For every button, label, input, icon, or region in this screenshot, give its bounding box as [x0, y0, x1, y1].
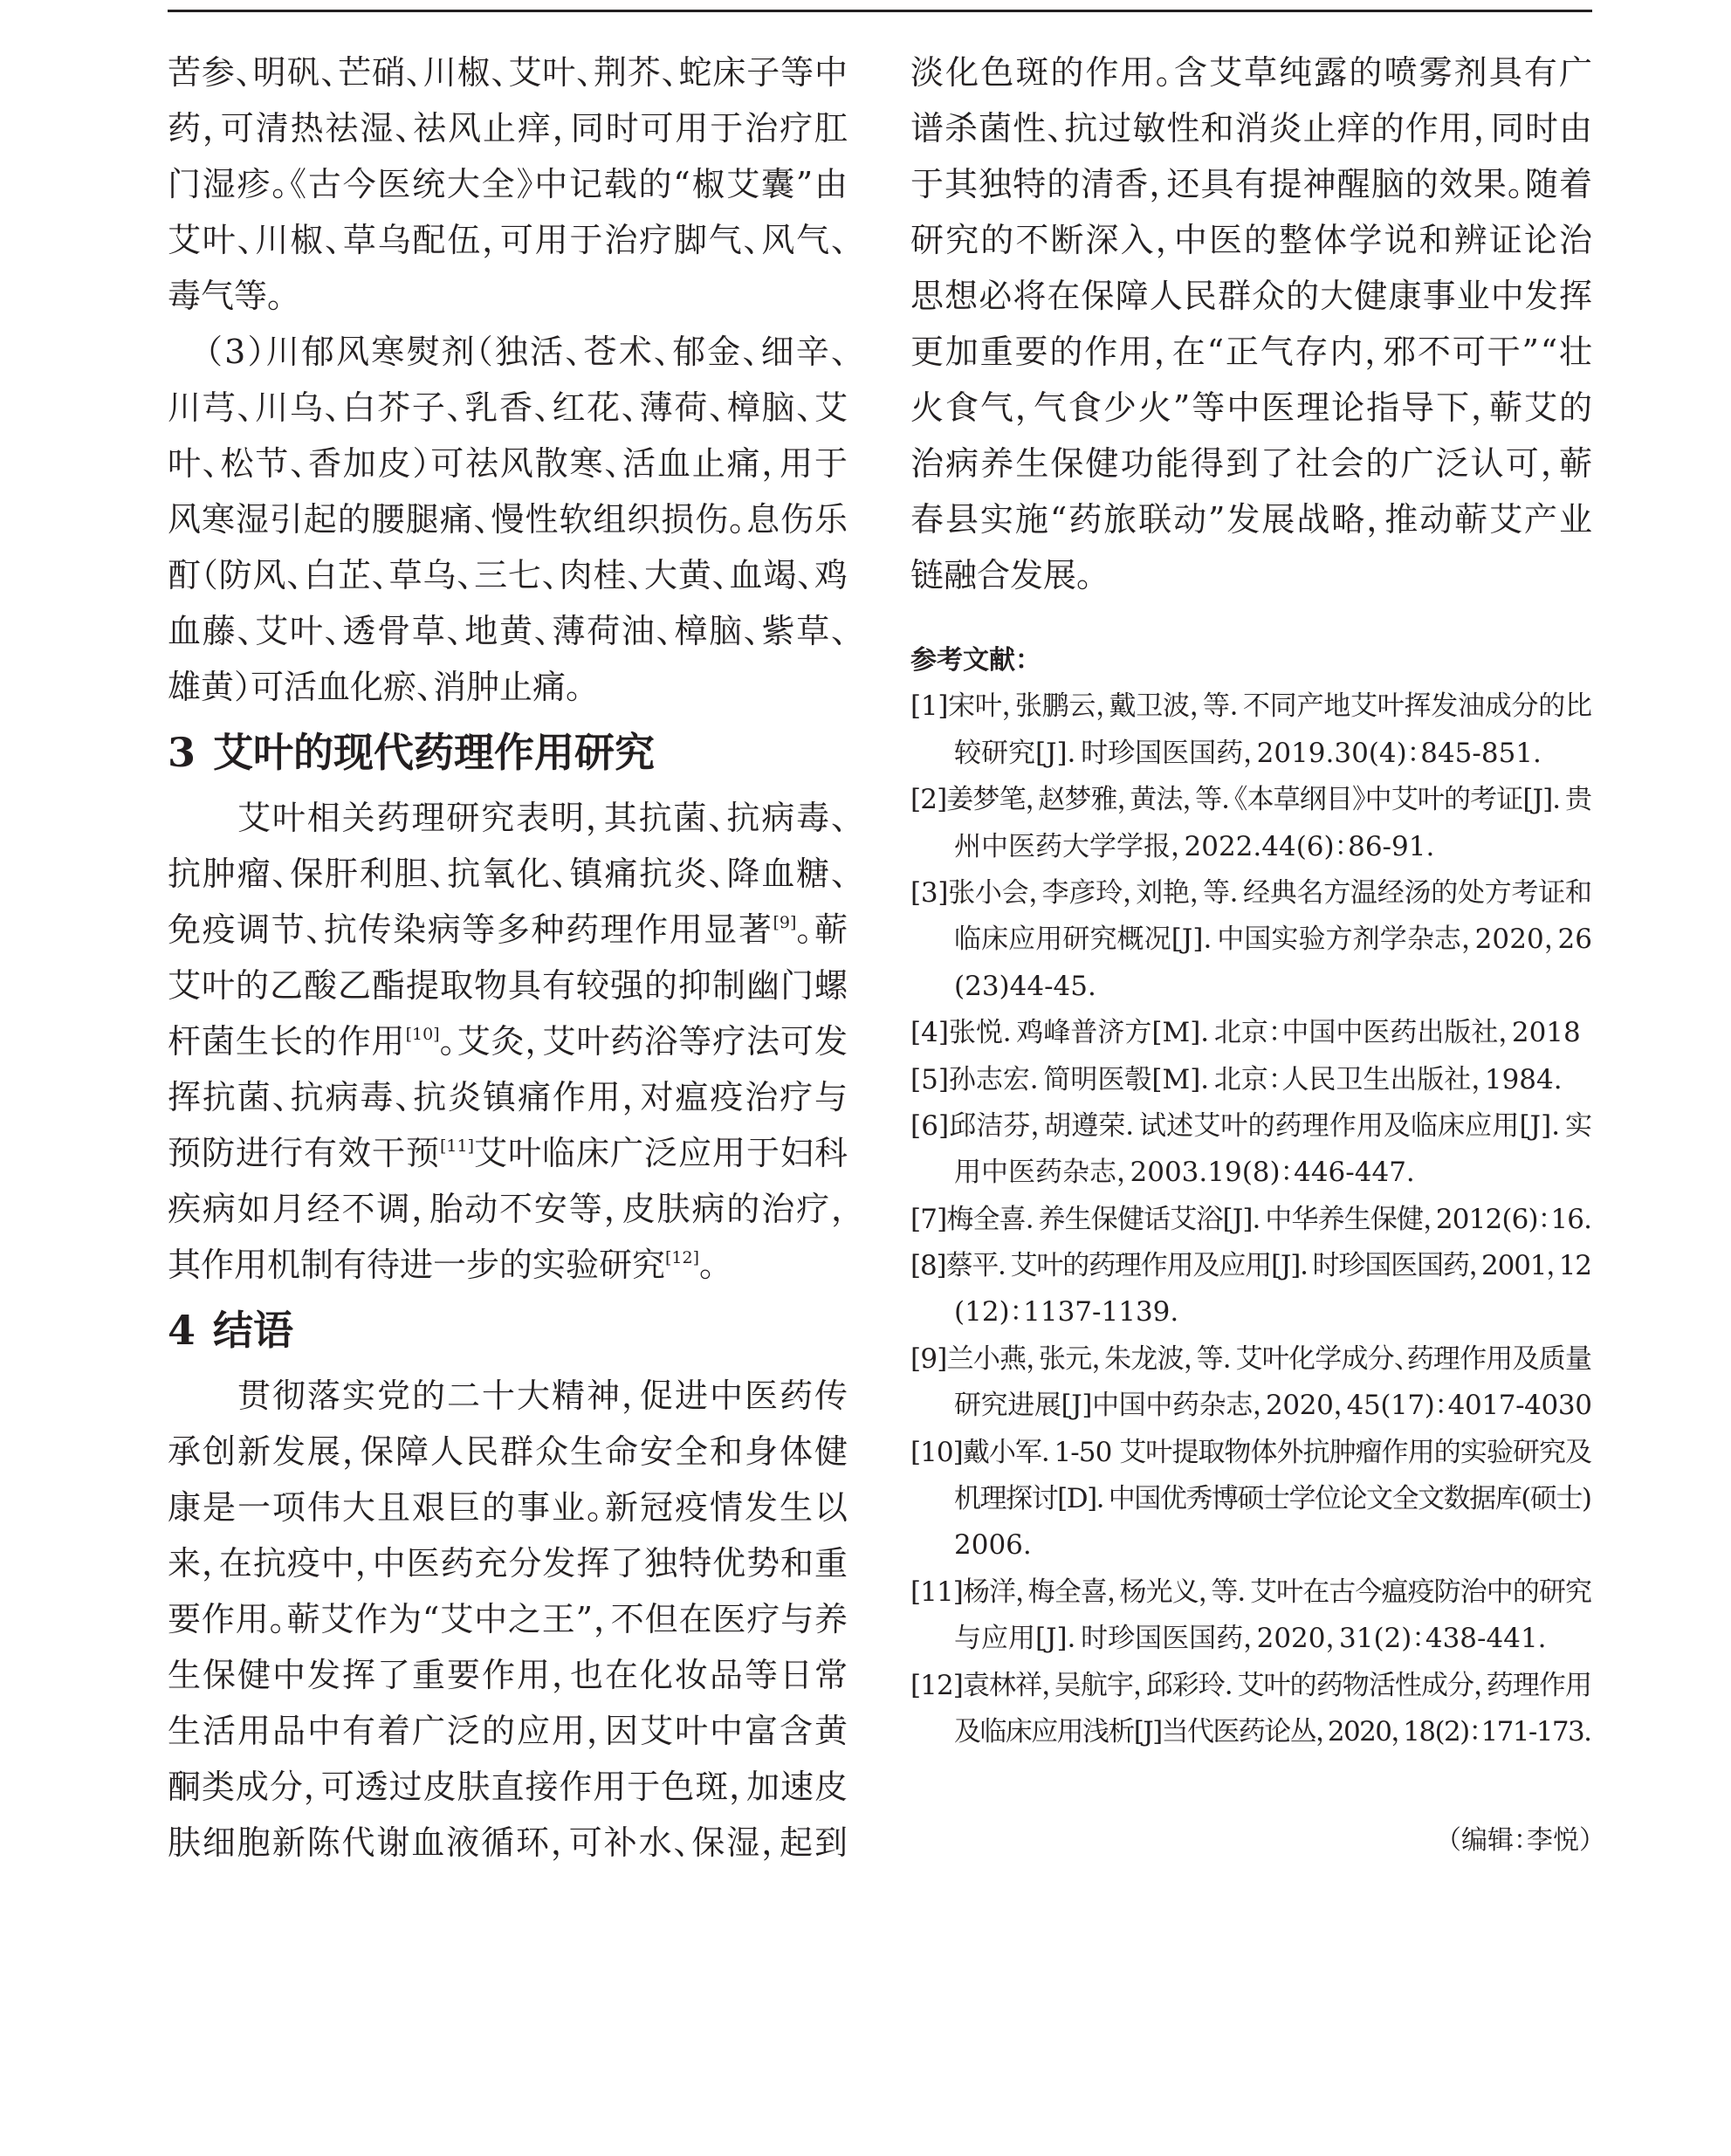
text-line: 治病养生保健功能得到了社会的广泛认可，蕲 — [910, 444, 1595, 483]
text-line: 艾叶相关药理研究表明，其抗菌、抗病毒、 — [237, 799, 849, 837]
text-line: 川芎、川乌、白芥子、乳香、红花、薄荷、樟脑、艾 — [168, 388, 849, 427]
reference-line — [910, 1430, 1592, 1476]
text-line: 毒气等。 — [168, 277, 285, 315]
text-line: 门湿疹。《古今医统大全》中记载的“椒艾囊”由 — [168, 165, 849, 203]
reference-line — [910, 1103, 1592, 1150]
reference-line — [910, 1243, 1592, 1289]
text-line: 承创新发展，保障人民群众生命安全和身体健 — [168, 1432, 849, 1471]
text-segment: 杆菌生长的作用 — [168, 1022, 406, 1061]
text-line: 来，在抗疫中，中医药充分发挥了独特优势和重 — [168, 1544, 848, 1583]
text-line: 艾叶的乙酸乙酯提取物具有较强的抑制幽门螺 — [168, 966, 848, 1005]
reference-item — [910, 1663, 1592, 1756]
text-line: 火食气，气食少火”等中医理论指导下，蕲艾的 — [910, 388, 1594, 427]
left-column — [168, 45, 848, 1871]
text-line: 谱杀菌性、抗过敏性和消炎止痒的作用，同时由 — [910, 109, 1594, 148]
text-line: 艾叶、川椒、草乌配伍，可用于治疗脚气、风气、 — [168, 221, 849, 259]
reference-item — [910, 1243, 1592, 1336]
text-line: 挥抗菌、抗病毒、抗炎镇痛作用，对瘟疫治疗与 — [168, 1078, 849, 1116]
reference-line — [910, 1663, 1592, 1709]
reference-line — [910, 1010, 1592, 1056]
reference-line: 2006. — [954, 1529, 1032, 1562]
paragraph — [168, 1368, 848, 1871]
reference-text: 梅全喜．养生保健话艾浴[J]．中华养生保健，2012(6)：16. — [946, 1203, 1592, 1235]
reference-label: [5] — [910, 1063, 949, 1095]
reference-label: [7] — [910, 1203, 947, 1235]
reference-item — [910, 1197, 1592, 1243]
text-line: 研究的不断深入，中医的整体学说和辨证论治 — [910, 221, 1595, 259]
text-line: 雄黄）可活血化瘀、消肿止痛。 — [168, 668, 583, 706]
reference-line: 研究进展[J]中国中药杂志，2020，45(17)：4017-4030 — [954, 1390, 1592, 1422]
paragraph — [910, 45, 1595, 603]
citation-superscript: [12] — [665, 1247, 700, 1267]
section-heading — [168, 715, 848, 790]
reference-line: 及临床应用浅析[J]当代医药论丛，2020，18(2)：171-173. — [954, 1715, 1591, 1747]
reference-item — [910, 683, 1592, 777]
reference-item — [910, 1057, 1592, 1103]
reference-label: [4] — [910, 1017, 949, 1049]
text-line: 抗肿瘤、保肝利胆、抗氧化、镇痛抗炎、降血糖、 — [168, 855, 849, 893]
reference-label: [11] — [910, 1576, 963, 1608]
text-line: 肤细胞新陈代谢血液循环，可补水、保湿，起到 — [168, 1823, 849, 1862]
text-line: 疾病如月经不调，胎动不安等，皮肤病的治疗， — [168, 1190, 849, 1228]
reference-label: [10] — [910, 1436, 963, 1468]
text-line: 药，可清热祛湿、祛风止痒，同时可用于治疗肛 — [168, 109, 849, 148]
text-line: 苦参、明矾、芒硝、川椒、艾叶、荆芥、蛇床子等中 — [168, 53, 848, 92]
text-segment: 。艾灸，艾叶药浴等疗法可发 — [439, 1022, 848, 1061]
reference-label: [9] — [910, 1342, 947, 1375]
text-line — [168, 1237, 848, 1293]
reference-label: [12] — [910, 1669, 963, 1701]
text-line: （3）川郁风寒熨剂（独活、苍术、郁金、细辛、 — [206, 333, 850, 371]
citation-superscript: [9] — [773, 912, 797, 932]
reference-item — [910, 1103, 1592, 1197]
reference-text: 蔡平．艾叶的药理作用及应用[J]．时珍国医国药，2001，12 — [945, 1250, 1591, 1282]
reference-item — [910, 1569, 1592, 1663]
text-line: 更加重要的作用，在“正气存内，邪不可干”“壮 — [910, 333, 1594, 371]
text-line — [168, 902, 848, 958]
references-heading: 参考文献： — [910, 645, 1041, 676]
citation-superscript: [10] — [405, 1024, 440, 1044]
reference-text: 兰小燕，张元，朱龙波，等．艾叶化学成分、药理作用及质量 — [946, 1342, 1592, 1375]
reference-line — [910, 1197, 1592, 1243]
reference-line — [910, 870, 1592, 917]
reference-line — [910, 1057, 1592, 1103]
reference-line — [910, 683, 1592, 730]
reference-list — [910, 683, 1592, 1755]
text-line: 酊（防风、白芷、草乌、三七、肉桂、大黄、血竭、鸡 — [168, 556, 848, 594]
section-heading — [168, 1293, 848, 1368]
reference-item — [910, 1336, 1592, 1430]
text-segment: 免疫调节、抗传染病等多种药理作用显著 — [168, 910, 773, 949]
reference-line — [910, 1569, 1592, 1616]
text-line: 春县实施“药旅联动”发展战略，推动蕲艾产业 — [910, 500, 1594, 539]
paragraph — [168, 790, 848, 1293]
text-line: 风寒湿引起的腰腿痛、慢性软组织损伤。息伤乐 — [168, 500, 848, 539]
text-line: 康是一项伟大且艰巨的事业。新冠疫情发生以 — [168, 1488, 849, 1527]
text-line: 要作用。蕲艾作为“艾中之王”，不但在医疗与养 — [168, 1600, 848, 1638]
text-segment: 艾叶临床广泛应用于妇科 — [474, 1134, 848, 1172]
reference-line: (12)：1137-1139. — [954, 1296, 1179, 1329]
reference-label: [2] — [910, 784, 947, 816]
text-segment: 。 — [699, 1246, 717, 1284]
text-line: 叶、松节、香加皮）可祛风散寒、活血止痛，用于 — [168, 444, 849, 483]
reference-text: 邱洁芬，胡遵荣．试述艾叶的药理作用及临床应用[J]．实 — [949, 1109, 1593, 1142]
text-line — [168, 1125, 848, 1181]
reference-item — [910, 1010, 1592, 1056]
text-line: 链融合发展。 — [910, 556, 1094, 594]
header-rule — [168, 10, 1592, 12]
reference-item — [910, 1430, 1592, 1569]
text-line: 生活用品中有着广泛的应用，因艾叶中富含黄 — [168, 1712, 849, 1750]
right-column — [910, 45, 1595, 1864]
reference-line: 用中医药杂志，2003.19(8)：446-447. — [954, 1157, 1415, 1189]
reference-item — [910, 870, 1592, 1010]
text-segment: 。蕲 — [796, 910, 849, 949]
text-line: 于其独特的清香，还具有提神醒脑的效果。随着 — [910, 165, 1594, 203]
reference-line: 较研究[J]．时珍国医国药，2019.30(4)：845-851. — [954, 737, 1542, 769]
text-line: 贯彻落实党的二十大精神，促进中医药传 — [237, 1377, 849, 1415]
reference-item — [910, 777, 1592, 870]
reference-text: 戴小军．1-50 艾叶提取物体外抗肿瘤作用的实验研究及 — [962, 1436, 1592, 1468]
text-line: 生保健中发挥了重要作用，也在化妆品等日常 — [168, 1656, 849, 1694]
text-line — [168, 1013, 848, 1069]
paragraph — [168, 324, 848, 715]
reference-text: 孙志宏．简明医彀[M]．北京：人民卫生出版社，1984. — [948, 1063, 1563, 1095]
section-title: 结语 — [213, 1307, 294, 1354]
text-line: 思想必将在保障人民群众的大健康事业中发挥 — [910, 277, 1594, 315]
reference-label: [8] — [910, 1250, 946, 1282]
reference-line: 机理探讨[D]．中国优秀博硕士学位论文全文数据库(硕士) — [954, 1483, 1591, 1515]
reference-line: 州中医药大学学报，2022.44(6)：86-91. — [954, 830, 1435, 862]
section-number: 3 — [168, 729, 196, 776]
editor-credit: （编辑：李悦） — [1448, 1825, 1592, 1857]
reference-label: [6] — [910, 1109, 950, 1142]
paragraph — [168, 45, 848, 324]
text-line: 酮类成分，可透过皮肤直接作用于色斑，加速皮 — [168, 1768, 848, 1806]
section-number: 4 — [168, 1307, 196, 1354]
reference-text: 姜梦笔，赵梦雅，黄法，等．《本草纲目》中艾叶的考证[J]．贵 — [946, 784, 1592, 816]
citation-superscript: [11] — [439, 1136, 474, 1156]
reference-line — [910, 777, 1592, 823]
text-segment: 预防进行有效干预 — [168, 1134, 440, 1172]
reference-text: 袁林祥，吴航宇，邱彩玲．艾叶的药物活性成分，药理作用 — [962, 1669, 1592, 1701]
reference-text: 张悦．鸡峰普济方[M]．北京：中国中医药出版社，2018 — [948, 1017, 1581, 1049]
reference-text: 张小会，李彦玲，刘艳，等．经典名方温经汤的处方考证和 — [948, 876, 1592, 909]
text-line: 淡化色斑的作用。含艾草纯露的喷雾剂具有广 — [910, 53, 1595, 92]
reference-line: 临床应用研究概况[J]．中国实验方剂学杂志，2020，26 — [954, 924, 1593, 956]
reference-line — [910, 1336, 1592, 1383]
reference-text: 杨洋，梅全喜，杨光义，等．艾叶在古今瘟疫防治中的研究 — [962, 1576, 1592, 1608]
reference-text: 宋叶，张鹏云，戴卫波，等．不同产地艾叶挥发油成分的比 — [948, 690, 1592, 723]
reference-label: [3] — [910, 876, 949, 909]
reference-line: 与应用[J]．时珍国医国药，2020，31(2)：438-441. — [954, 1623, 1547, 1655]
text-segment: 其作用机制有待进一步的实验研究 — [168, 1246, 666, 1284]
text-line: 血藤、艾叶、透骨草、地黄、薄荷油、樟脑、紫草、 — [168, 612, 849, 650]
section-title: 艾叶的现代药理作用研究 — [213, 729, 656, 776]
reference-label: [1] — [910, 690, 949, 723]
reference-line: (23)44-45. — [954, 970, 1096, 1002]
